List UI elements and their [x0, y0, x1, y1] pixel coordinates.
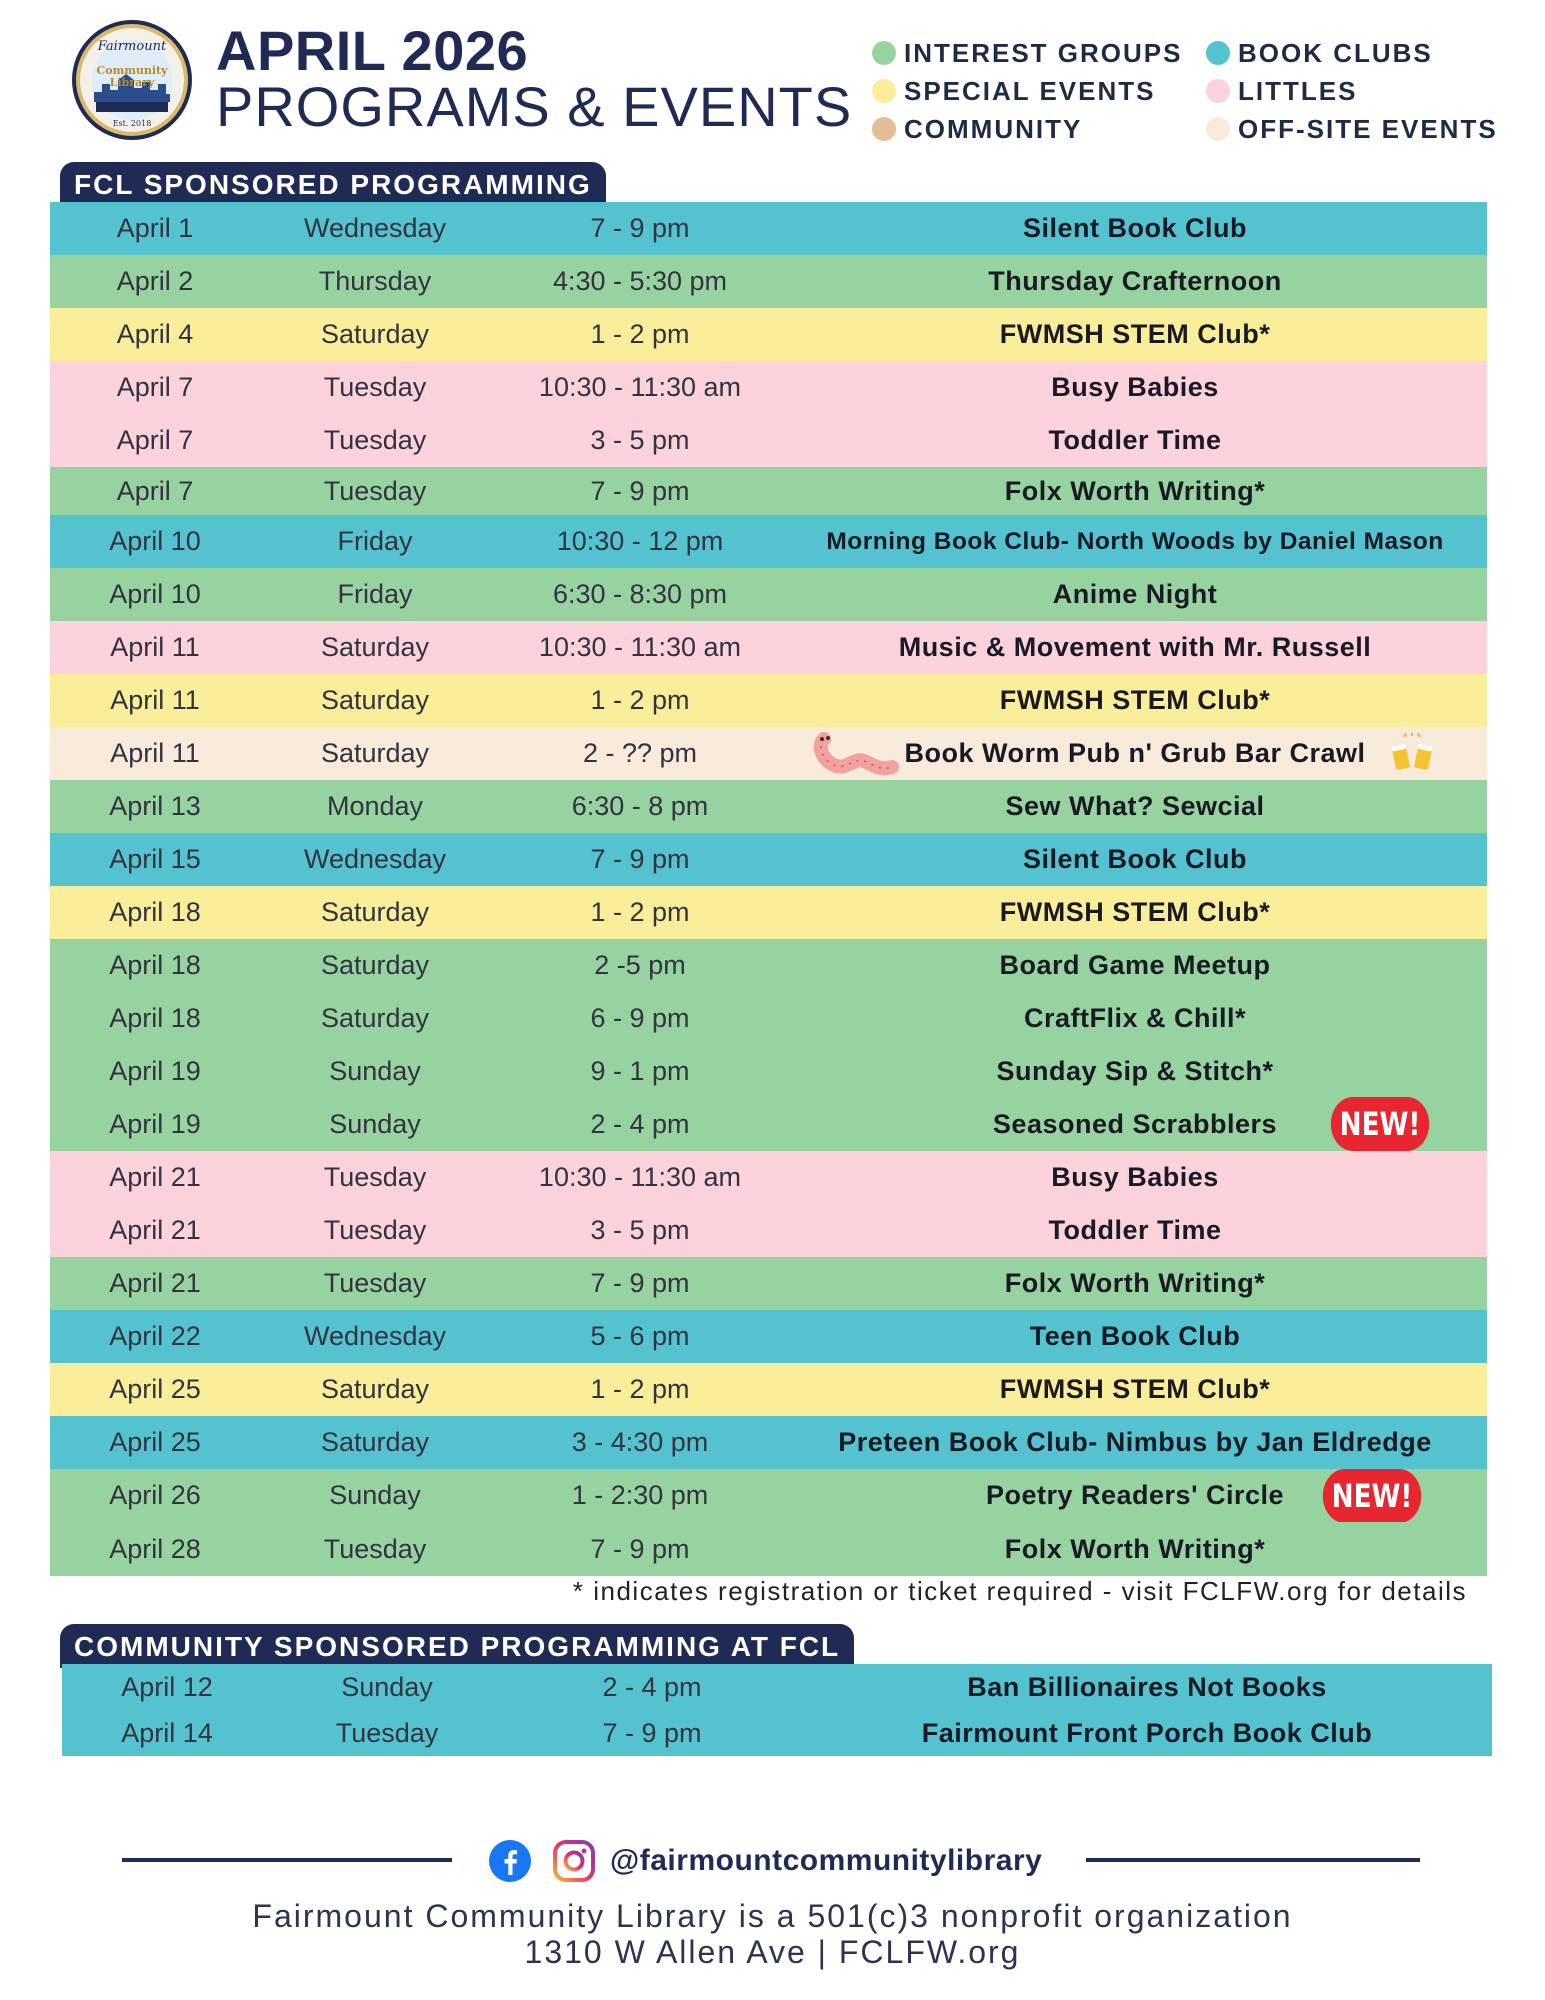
table-row	[62, 1664, 1492, 1710]
legend-dot	[1206, 41, 1230, 65]
legend-label: SPECIAL EVENTS	[904, 75, 1156, 106]
legend-dot	[872, 79, 896, 103]
registration-footnote: * indicates registration or ticket required - visit FCLFW.org for details	[572, 1576, 1467, 1606]
row-time: 9 - 1 pm	[590, 1056, 690, 1086]
worm-icon	[812, 727, 902, 780]
row-date: April 10	[109, 526, 201, 556]
row-event: Morning Book Club- North Woods by Daniel Mason	[826, 527, 1444, 555]
legend-dot	[1206, 79, 1230, 103]
row-time: 2 - 4 pm	[602, 1671, 702, 1702]
row-event: Poetry Readers' Circle	[985, 1480, 1285, 1510]
row-time: 10:30 - 12 pm	[556, 526, 724, 556]
row-day: Saturday	[320, 1003, 430, 1033]
row-time: 7 - 9 pm	[602, 1717, 702, 1748]
row-date: April 22	[109, 1321, 201, 1351]
row-time: 10:30 - 11:30 am	[538, 1162, 742, 1192]
row-day: Wednesday	[303, 213, 447, 243]
table-row	[50, 255, 1487, 308]
row-event: Folx Worth Writing*	[1004, 1268, 1266, 1298]
table-row	[50, 1522, 1487, 1576]
table-row	[50, 833, 1487, 886]
row-event: Seasoned Scrabblers	[992, 1109, 1278, 1139]
table-row	[50, 1363, 1487, 1416]
row-day: Tuesday	[323, 1162, 427, 1192]
row-day: Tuesday	[323, 372, 427, 402]
row-day: Wednesday	[303, 1321, 447, 1351]
legend-dot	[872, 41, 896, 65]
table-row	[50, 1098, 1487, 1151]
row-day: Tuesday	[323, 475, 427, 506]
row-day: Saturday	[320, 1427, 430, 1457]
row-time: 3 - 5 pm	[590, 1215, 690, 1245]
table-row	[50, 515, 1487, 568]
row-event: Sunday Sip & Stitch*	[996, 1056, 1274, 1086]
row-time: 6 - 9 pm	[590, 1003, 690, 1033]
legend-community	[872, 112, 1082, 146]
new-badge: NEW!	[1323, 1469, 1421, 1523]
row-time: 1 - 2 pm	[590, 685, 690, 715]
row-date: April 21	[109, 1162, 201, 1192]
row-time: 3 - 5 pm	[590, 425, 690, 455]
row-time: 3 - 4:30 pm	[571, 1427, 709, 1457]
social-handle[interactable]: @fairmountcommunitylibrary	[610, 1844, 1043, 1877]
row-date: April 11	[110, 632, 200, 662]
row-date: April 25	[109, 1427, 201, 1457]
legend-littles	[1206, 74, 1357, 108]
table-row	[50, 1310, 1487, 1363]
row-day: Tuesday	[323, 1268, 427, 1298]
row-event: Music & Movement with Mr. Russell	[898, 632, 1372, 662]
svg-text:Library: Library	[109, 76, 155, 89]
table-row	[50, 1416, 1487, 1469]
table-row	[50, 780, 1487, 833]
row-date: April 7	[116, 425, 194, 455]
table-row	[50, 202, 1487, 255]
table-row	[50, 886, 1487, 939]
instagram-icon[interactable]	[552, 1839, 596, 1883]
row-event: Ban Billionaires Not Books	[967, 1671, 1327, 1702]
row-time: 2 - 4 pm	[590, 1109, 690, 1139]
row-event: Silent Book Club	[1023, 213, 1247, 243]
svg-text:Community: Community	[96, 64, 168, 77]
row-date: April 19	[109, 1109, 201, 1139]
footer-divider-left	[122, 1858, 452, 1862]
nonprofit-statement: Fairmount Community Library is a 501(c)3 nonprofit organization	[252, 1898, 1293, 1934]
row-time: 7 - 9 pm	[590, 475, 690, 506]
row-event: Sew What? Sewcial	[1005, 791, 1265, 821]
table-row	[50, 1469, 1487, 1522]
row-day: Saturday	[320, 685, 430, 715]
row-time: 1 - 2 pm	[590, 1374, 690, 1404]
row-event: Anime Night	[1052, 579, 1218, 609]
row-day: Monday	[326, 791, 424, 821]
row-day: Sunday	[329, 1109, 421, 1139]
facebook-icon[interactable]	[488, 1839, 532, 1883]
row-date: April 4	[116, 319, 194, 349]
row-time: 10:30 - 11:30 am	[538, 372, 742, 402]
row-date: April 7	[116, 372, 194, 402]
row-day: Saturday	[320, 738, 430, 768]
row-date: April 21	[109, 1215, 201, 1245]
row-event: Silent Book Club	[1023, 844, 1247, 874]
footer-divider-right	[1086, 1858, 1420, 1862]
row-date: April 15	[109, 844, 201, 874]
row-date: April 18	[109, 950, 201, 980]
row-event: Board Game Meetup	[999, 950, 1271, 980]
table-row	[50, 621, 1487, 674]
row-date: April 28	[109, 1533, 201, 1564]
legend-label: COMMUNITY	[904, 113, 1083, 144]
row-event: CraftFlix & Chill*	[1023, 1003, 1247, 1033]
row-day: Sunday	[341, 1671, 433, 1702]
table-row	[50, 992, 1487, 1045]
row-day: Sunday	[329, 1480, 421, 1510]
row-time: 6:30 - 8 pm	[571, 791, 709, 821]
table-row	[50, 1045, 1487, 1098]
row-date: April 13	[109, 791, 201, 821]
community-schedule-table	[62, 1664, 1492, 1756]
row-date: April 10	[109, 579, 201, 609]
row-event: Busy Babies	[1051, 1162, 1219, 1192]
row-time: 4:30 - 5:30 pm	[552, 266, 728, 296]
row-time: 1 - 2 pm	[590, 319, 690, 349]
legend-dot	[872, 117, 896, 141]
row-day: Wednesday	[303, 844, 447, 874]
table-row	[62, 1710, 1492, 1756]
row-date: April 12	[121, 1671, 213, 1702]
row-event: Book Worm Pub n' Grub Bar Crawl	[904, 738, 1366, 768]
row-event: Folx Worth Writing*	[1004, 1533, 1266, 1564]
table-row	[50, 674, 1487, 727]
row-day: Friday	[337, 526, 413, 556]
row-event: FWMSH STEM Club*	[999, 685, 1271, 715]
row-date: April 1	[116, 213, 194, 243]
row-day: Thursday	[318, 266, 432, 296]
fcl-section-banner: FCL SPONSORED PROGRAMMING	[60, 162, 606, 206]
svg-text:Fairmount: Fairmount	[97, 39, 167, 54]
legend-special-events	[872, 74, 1155, 108]
table-row	[50, 1257, 1487, 1310]
category-legend	[872, 36, 1522, 146]
row-day: Saturday	[320, 950, 430, 980]
table-row	[50, 1151, 1487, 1204]
row-event: Fairmount Front Porch Book Club	[921, 1717, 1373, 1748]
table-row	[50, 308, 1487, 361]
legend-book-clubs	[1206, 36, 1433, 70]
row-event: Folx Worth Writing*	[1004, 475, 1266, 506]
row-time: 7 - 9 pm	[590, 213, 690, 243]
legend-off-site-events	[1206, 112, 1498, 146]
row-event: FWMSH STEM Club*	[999, 1374, 1271, 1404]
svg-text:Est. 2018: Est. 2018	[112, 119, 152, 128]
fcl-schedule-table	[50, 202, 1487, 1580]
row-date: April 11	[110, 738, 200, 768]
row-date: April 18	[109, 897, 201, 927]
row-time: 5 - 6 pm	[590, 1321, 690, 1351]
row-time: 1 - 2:30 pm	[571, 1480, 709, 1510]
table-row	[50, 727, 1487, 780]
row-time: 10:30 - 11:30 am	[538, 632, 742, 662]
table-row	[50, 568, 1487, 621]
row-time: 6:30 - 8:30 pm	[552, 579, 728, 609]
row-day: Saturday	[320, 897, 430, 927]
community-section-banner: COMMUNITY SPONSORED PROGRAMMING AT FCL	[60, 1624, 854, 1668]
row-date: April 7	[116, 475, 194, 506]
row-date: April 21	[109, 1268, 201, 1298]
row-event: Thursday Crafternoon	[988, 266, 1282, 296]
address-and-website: 1310 W Allen Ave | FCLFW.org	[524, 1934, 1021, 1970]
row-event: Teen Book Club	[1029, 1321, 1241, 1351]
row-date: April 25	[109, 1374, 201, 1404]
row-time: 7 - 9 pm	[590, 1268, 690, 1298]
table-row	[50, 939, 1487, 992]
row-date: April 14	[121, 1717, 213, 1748]
row-time: 2 -5 pm	[594, 950, 686, 980]
new-badge: NEW!	[1331, 1097, 1429, 1151]
page-title-programs: PROGRAMS & EVENTS	[216, 75, 853, 138]
row-day: Saturday	[320, 319, 430, 349]
row-time: 2 - ?? pm	[582, 738, 698, 768]
table-row	[50, 1204, 1487, 1257]
table-row	[50, 414, 1487, 467]
row-day: Saturday	[320, 1374, 430, 1404]
beer-cheers-icon	[1388, 733, 1436, 775]
row-day: Tuesday	[323, 1533, 427, 1564]
legend-interest-groups	[872, 36, 1182, 70]
row-date: April 19	[109, 1056, 201, 1086]
row-event: Busy Babies	[1051, 372, 1219, 402]
row-date: April 2	[116, 266, 194, 296]
legend-label: BOOK CLUBS	[1238, 37, 1433, 68]
row-day: Sunday	[329, 1056, 421, 1086]
row-date: April 11	[110, 685, 200, 715]
legend-label: OFF-SITE EVENTS	[1238, 113, 1498, 144]
row-time: 1 - 2 pm	[590, 897, 690, 927]
row-day: Tuesday	[323, 425, 427, 455]
table-row	[50, 467, 1487, 515]
row-date: April 18	[109, 1003, 201, 1033]
row-day: Friday	[337, 579, 413, 609]
row-event: FWMSH STEM Club*	[999, 319, 1271, 349]
social-links	[488, 1838, 1042, 1884]
page-title-month: APRIL 2026	[216, 19, 529, 82]
row-time: 7 - 9 pm	[590, 844, 690, 874]
row-day: Tuesday	[323, 1215, 427, 1245]
legend-label: INTEREST GROUPS	[904, 37, 1183, 68]
library-logo	[70, 18, 194, 142]
row-event: Toddler Time	[1048, 425, 1222, 455]
row-event: Preteen Book Club- Nimbus by Jan Eldredge	[838, 1427, 1432, 1457]
legend-dot	[1206, 117, 1230, 141]
row-date: April 26	[109, 1480, 201, 1510]
legend-label: LITTLES	[1238, 75, 1358, 106]
row-day: Saturday	[320, 632, 430, 662]
row-event: FWMSH STEM Club*	[999, 897, 1271, 927]
row-event: Toddler Time	[1048, 1215, 1222, 1245]
row-day: Tuesday	[335, 1717, 439, 1748]
row-time: 7 - 9 pm	[590, 1533, 690, 1564]
table-row	[50, 361, 1487, 414]
